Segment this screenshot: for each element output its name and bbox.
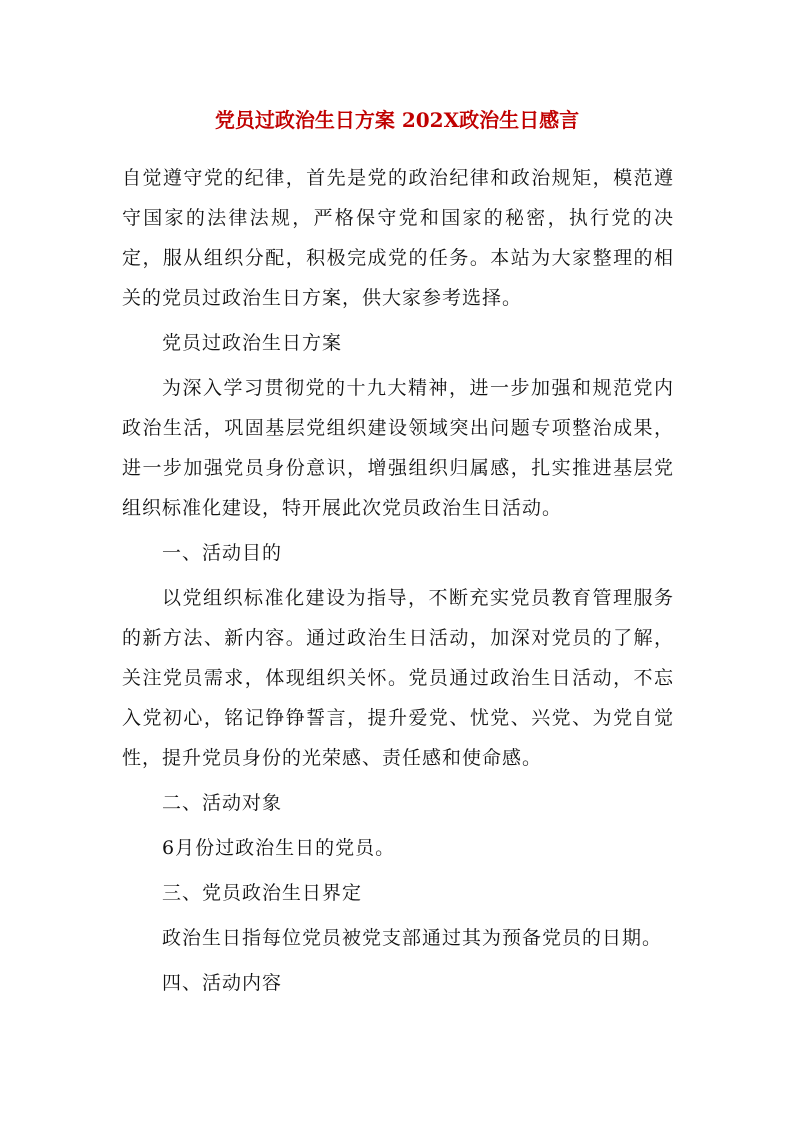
intro-paragraph: 自觉遵守党的纪律，首先是党的政治纪律和政治规矩，模范遵守国家的法律法规，严格保守党和国家的秘密，执行党的决定，服从组织分配，积极完成党的任务。本站为大家整理的相关的党员过政治生日方案，供大家参考选择。 [122, 167, 674, 309]
plan-heading: 党员过政治生日方案 [162, 332, 343, 354]
section-body-target: 6月份过政治生日的党员。 [162, 837, 396, 859]
document-body [122, 158, 674, 1008]
section-heading-target: 二、活动对象 [162, 792, 283, 814]
document-title: 党员过政治生日方案 202X政治生日感言 [214, 108, 580, 132]
purpose-paragraph: 为深入学习贯彻党的十九大精神，进一步加强和规范党内政治生活，巩固基层党组织建设领域突出问题专项整治成果，进一步加强党员身份意识，增强组织归属感，扎实推进基层党组织标准化建设，特开展此次党员政治生日活动。 [122, 377, 674, 519]
section-body-definition: 政治生日指每位党员被党支部通过其为预备党员的日期。 [162, 927, 663, 949]
section-heading-definition: 三、党员政治生日界定 [162, 882, 363, 904]
section-body-purpose: 以党组织标准化建设为指导，不断充实党员教育管理服务的新方法、新内容。通过政治生日活动，加深对党员的了解，关注党员需求，体现组织关怀。党员通过政治生日活动，不忘入党初心，铭记铮铮誓言，提升爱党、忧党、兴党、为党自觉性，提升党员身份的光荣感、责任感和使命感。 [122, 587, 674, 769]
section-heading-content: 四、活动内容 [162, 972, 283, 994]
section-heading-purpose: 一、活动目的 [162, 542, 283, 564]
